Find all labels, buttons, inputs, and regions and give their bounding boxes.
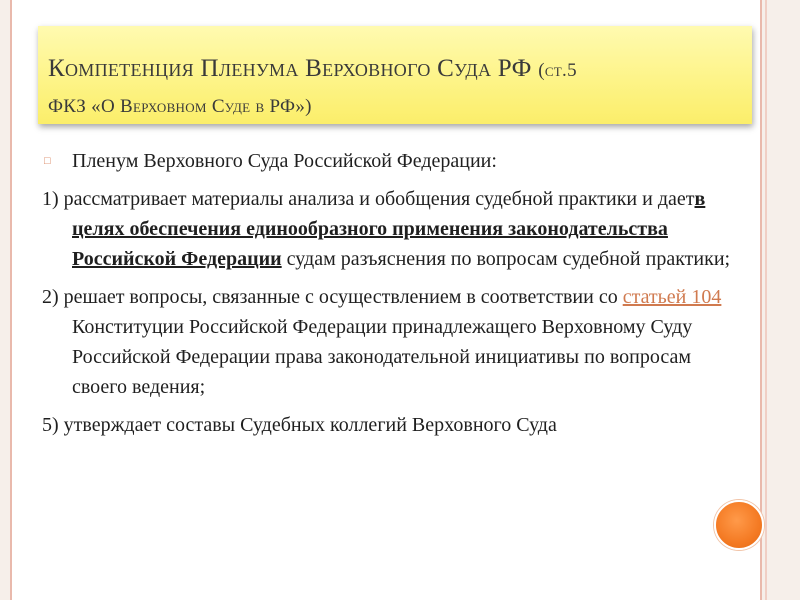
slide-title [48, 52, 748, 124]
right-border-line [760, 0, 762, 600]
right-border-line-outer [765, 0, 767, 600]
lead-text: Пленум Верховного Суда Российской Федерации: [72, 150, 497, 172]
lead-paragraph [40, 146, 740, 176]
list-item-1 [40, 184, 740, 274]
title-ref: (ст.5 [538, 60, 577, 81]
title-box [38, 26, 752, 124]
title-line2: ФКЗ «О Верховном Суде в РФ») [48, 96, 312, 117]
slide-content [40, 146, 740, 448]
article-104-link[interactable]: статьей 104 [622, 286, 722, 308]
item1-emphasis: в целях обеспечения единообразного применения законодательства Российской Федерации [72, 188, 706, 270]
bullet-icon: □ [44, 155, 51, 167]
title-main: Компетенция Пленума Верховного Суда РФ [48, 55, 532, 82]
item5-text: 5) утверждает составы Судебных коллегий Верховного Суда [42, 414, 557, 436]
list-item-5 [40, 410, 740, 440]
item2-prefix: 2) решает вопросы, связанные с осуществлением в соответствии со [42, 286, 618, 308]
item1-suffix: судам разъяснения по вопросам судебной практики; [286, 248, 731, 270]
item2-suffix: Конституции Российской Федерации принадлежащего Верховному Суду Российской Федерации права законодательной инициативы по вопросам своего ведения; [72, 316, 693, 398]
list-item-2 [40, 282, 740, 402]
orange-circle-decoration [714, 500, 764, 550]
item1-prefix: 1) рассматривает материалы анализа и обобщения судебной практики и дает [42, 188, 695, 210]
left-border-line [10, 0, 12, 600]
